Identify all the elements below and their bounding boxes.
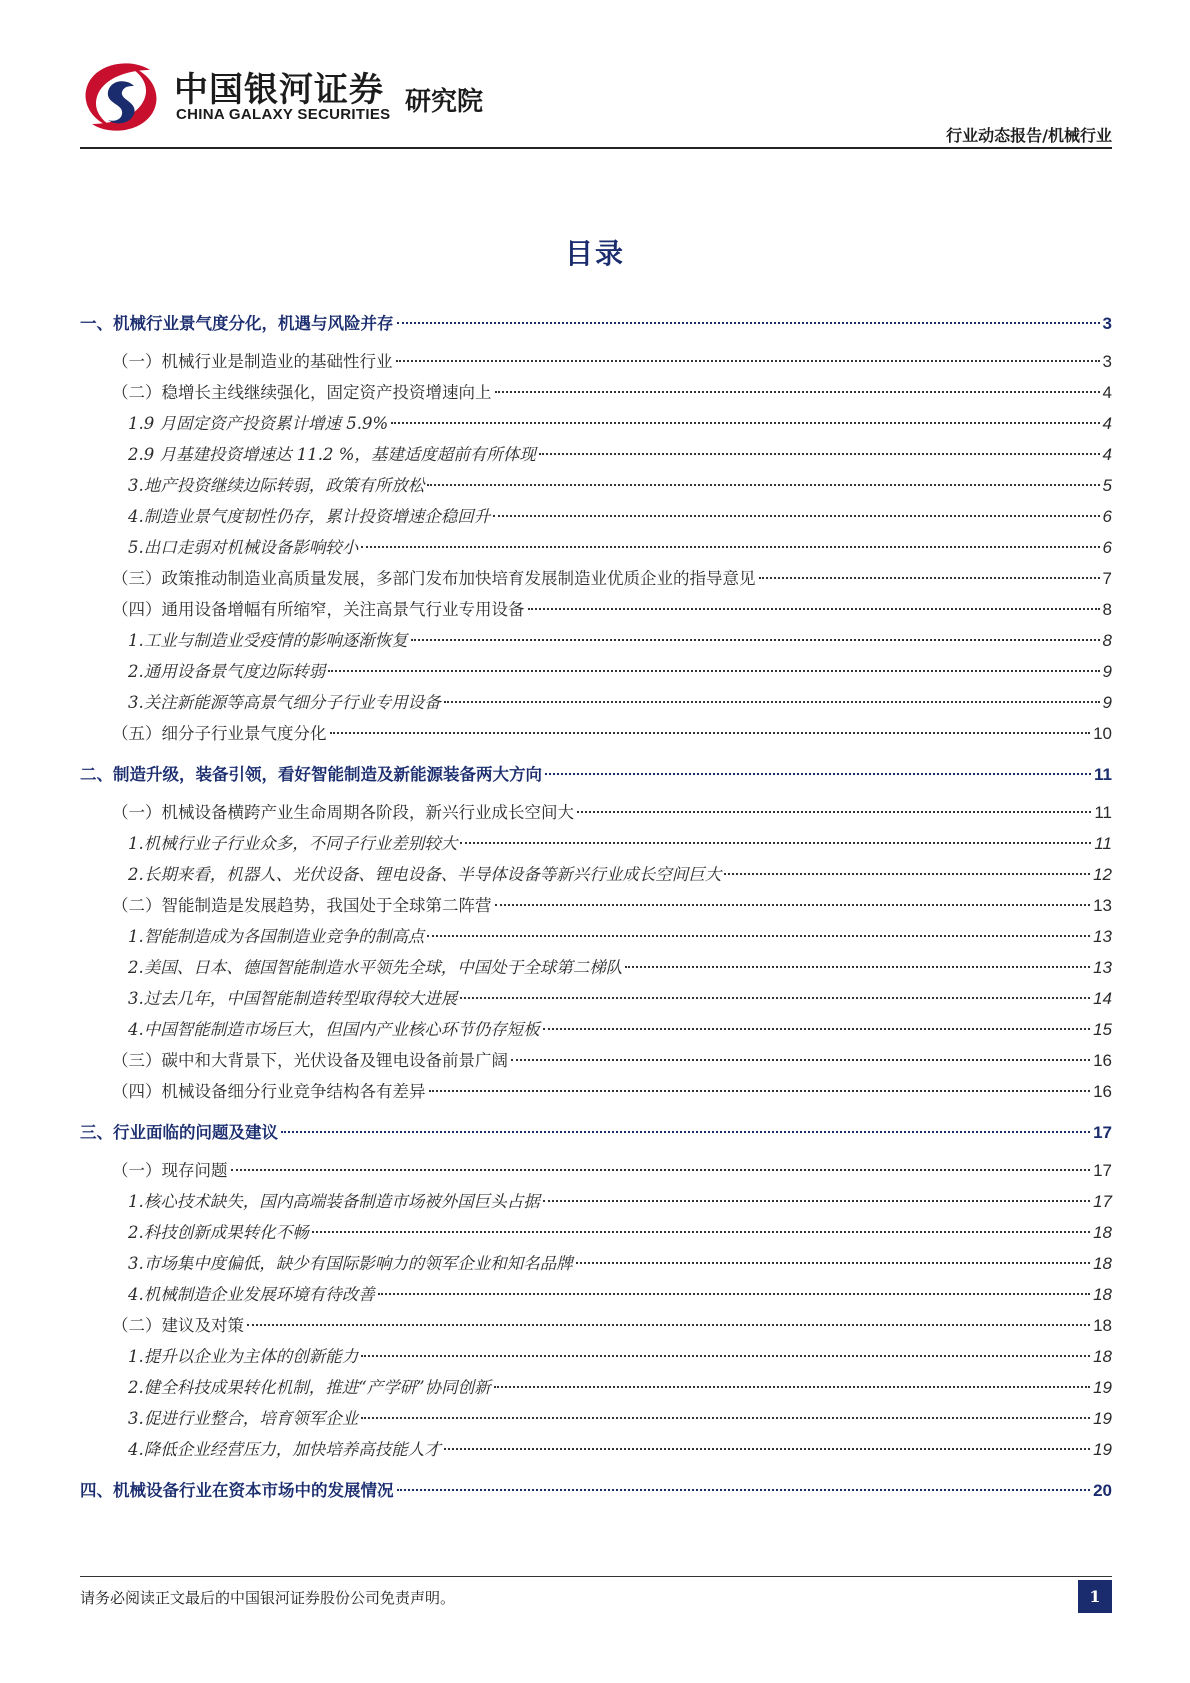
toc-entry-label: 1.智能制造成为各国制造业竞争的制高点 bbox=[128, 927, 425, 946]
galaxy-logo-icon bbox=[80, 60, 162, 134]
toc-leader-dots bbox=[494, 1386, 1090, 1388]
toc-entry[interactable] bbox=[80, 1188, 1112, 1219]
toc-entry-label: 3.关注新能源等高景气细分子行业专用设备 bbox=[128, 693, 441, 712]
page-header bbox=[80, 50, 1112, 150]
toc-leader-dots bbox=[328, 670, 1099, 672]
toc-entry-label: 2.通用设备景气度边际转弱 bbox=[128, 662, 326, 681]
toc-entry[interactable] bbox=[80, 472, 1112, 503]
footer-disclaimer: 请务必阅读正文最后的中国银河证券股份公司免责声明。 bbox=[80, 1589, 456, 1607]
toc-entry-label: 3.市场集中度偏低，缺少有国际影响力的领军企业和知名品牌 bbox=[128, 1254, 573, 1273]
toc-entry-page: 16 bbox=[1093, 1082, 1112, 1101]
toc-entry[interactable] bbox=[80, 1343, 1112, 1374]
toc-entry-page: 4 bbox=[1102, 414, 1112, 433]
toc-leader-dots bbox=[724, 873, 1090, 875]
toc-entry[interactable] bbox=[80, 1312, 1112, 1343]
toc-entry-label: （三）政策推动制造业高质量发展，多部门发布加快培育发展制造业优质企业的指导意见 bbox=[112, 569, 756, 588]
toc-leader-dots bbox=[545, 773, 1091, 775]
toc-entry[interactable] bbox=[80, 503, 1112, 534]
logo-chinese-name: 中国银河证券 bbox=[174, 70, 384, 110]
toc-leader-dots bbox=[543, 1028, 1090, 1030]
toc-leader-dots bbox=[444, 701, 1100, 703]
toc-entry-page: 11 bbox=[1094, 765, 1112, 784]
toc-entry[interactable] bbox=[80, 1477, 1112, 1505]
toc-entry-label: 2.健全科技成果转化机制，推进“产学研”协同创新 bbox=[128, 1378, 491, 1397]
toc-entry-label: 3.过去几年，中国智能制造转型取得较大进展 bbox=[128, 989, 458, 1008]
toc-entry-page: 16 bbox=[1093, 1051, 1112, 1070]
toc-entry-page: 17 bbox=[1093, 1192, 1112, 1211]
toc-entry-label: 2.美国、日本、德国智能制造水平领先全球，中国处于全球第二梯队 bbox=[128, 958, 623, 977]
toc-entry-page: 6 bbox=[1102, 538, 1112, 557]
toc-entry-page: 13 bbox=[1093, 927, 1112, 946]
toc-entry[interactable] bbox=[80, 1119, 1112, 1147]
toc-entry[interactable] bbox=[80, 658, 1112, 689]
toc-entry[interactable] bbox=[80, 830, 1112, 861]
toc-entry-page: 19 bbox=[1093, 1440, 1112, 1459]
toc-entry[interactable] bbox=[80, 596, 1112, 627]
toc-entry-label: 2.科技创新成果转化不畅 bbox=[128, 1223, 309, 1242]
toc-entry[interactable] bbox=[80, 892, 1112, 923]
toc-leader-dots bbox=[528, 608, 1100, 610]
toc-leader-dots bbox=[247, 1324, 1090, 1326]
toc-leader-dots bbox=[577, 811, 1091, 813]
toc-entry-page: 9 bbox=[1102, 662, 1112, 681]
toc-entry-page: 17 bbox=[1093, 1161, 1112, 1180]
toc-entry-page: 19 bbox=[1093, 1378, 1112, 1397]
toc-leader-dots bbox=[511, 1059, 1090, 1061]
toc-entry-label: （四）通用设备增幅有所缩窄，关注高景气行业专用设备 bbox=[112, 600, 525, 619]
toc-entry[interactable] bbox=[80, 534, 1112, 565]
toc-entry[interactable] bbox=[80, 1436, 1112, 1467]
toc-entry-page: 15 bbox=[1093, 1020, 1112, 1039]
toc-entry[interactable] bbox=[80, 689, 1112, 720]
toc-entry-page: 18 bbox=[1093, 1254, 1112, 1273]
toc-entry-label: （二）智能制造是发展趋势，我国处于全球第二阵营 bbox=[112, 896, 492, 915]
toc-entry[interactable] bbox=[80, 348, 1112, 379]
toc-entry-page: 4 bbox=[1102, 445, 1112, 464]
toc-entry-label: 1.机械行业子行业众多，不同子行业差别较大 bbox=[128, 834, 458, 853]
toc-entry-label: 4.降低企业经营压力，加快培养高技能人才 bbox=[128, 1440, 441, 1459]
toc-entry[interactable] bbox=[80, 923, 1112, 954]
toc-leader-dots bbox=[427, 935, 1090, 937]
toc-entry-label: 1.9 月固定资产投资累计增速 5.9% bbox=[128, 414, 389, 433]
toc-entry-label: 4.机械制造企业发展环境有待改善 bbox=[128, 1285, 375, 1304]
toc-entry-page: 8 bbox=[1102, 631, 1112, 650]
institute-label: 研究院 bbox=[405, 87, 484, 117]
toc-leader-dots bbox=[378, 1293, 1090, 1295]
toc-entry-label: （三）碳中和大背景下，光伏设备及锂电设备前景广阔 bbox=[112, 1051, 508, 1070]
toc-entry-page: 9 bbox=[1102, 693, 1112, 712]
toc-entry-label: 1.核心技术缺失，国内高端装备制造市场被外国巨头占据 bbox=[128, 1192, 540, 1211]
toc-entry-page: 11 bbox=[1094, 834, 1112, 853]
toc-entry-label: 2.9 月基建投资增速达 11.2 %，基建适度超前有所体现 bbox=[128, 445, 536, 464]
toc-entry[interactable] bbox=[80, 565, 1112, 596]
toc-leader-dots bbox=[460, 842, 1091, 844]
toc-entry-page: 3 bbox=[1102, 314, 1112, 333]
toc-leader-dots bbox=[625, 966, 1090, 968]
toc-entry-label: 二、制造升级，装备引领，看好智能制造及新能源装备两大方向 bbox=[80, 765, 542, 784]
toc-entry-label: 5.出口走弱对机械设备影响较小 bbox=[128, 538, 359, 557]
logo-english-name: CHINA GALAXY SECURITIES bbox=[176, 106, 391, 123]
toc-entry[interactable] bbox=[80, 861, 1112, 892]
toc-leader-dots bbox=[397, 1489, 1091, 1491]
toc-leader-dots bbox=[281, 1131, 1090, 1133]
toc-entry-label: （一）机械行业是制造业的基础性行业 bbox=[112, 352, 393, 371]
toc-entry-page: 14 bbox=[1093, 989, 1112, 1008]
toc-entry-label: 2.长期来看，机器人、光伏设备、锂电设备、半导体设备等新兴行业成长空间巨大 bbox=[128, 865, 722, 884]
toc-entry[interactable] bbox=[80, 379, 1112, 410]
toc-entry-page: 8 bbox=[1102, 600, 1112, 619]
toc-entry-page: 11 bbox=[1094, 803, 1112, 822]
table-of-contents bbox=[80, 300, 1112, 1515]
toc-leader-dots bbox=[444, 1448, 1090, 1450]
toc-entry-label: （二）建议及对策 bbox=[112, 1316, 244, 1335]
toc-entry[interactable] bbox=[80, 954, 1112, 985]
toc-entry-label: 4.中国智能制造市场巨大，但国内产业核心环节仍存短板 bbox=[128, 1020, 540, 1039]
toc-entry[interactable] bbox=[80, 1281, 1112, 1312]
toc-leader-dots bbox=[397, 322, 1100, 324]
toc-entry-page: 6 bbox=[1102, 507, 1112, 526]
toc-entry-label: 1.工业与制造业受疫情的影响逐渐恢复 bbox=[128, 631, 408, 650]
toc-entry-page: 12 bbox=[1093, 865, 1112, 884]
toc-entry[interactable] bbox=[80, 1016, 1112, 1047]
toc-leader-dots bbox=[312, 1231, 1090, 1233]
toc-leader-dots bbox=[576, 1262, 1090, 1264]
toc-leader-dots bbox=[391, 422, 1099, 424]
toc-leader-dots bbox=[495, 391, 1100, 393]
toc-entry-label: （四）机械设备细分行业竞争结构各有差异 bbox=[112, 1082, 426, 1101]
toc-entry[interactable] bbox=[80, 799, 1112, 830]
page-number: 1 bbox=[1078, 1580, 1112, 1613]
toc-leader-dots bbox=[493, 515, 1099, 517]
toc-leader-dots bbox=[361, 1355, 1090, 1357]
toc-entry[interactable] bbox=[80, 720, 1112, 751]
toc-entry-label: （二）稳增长主线继续强化，固定资产投资增速向上 bbox=[112, 383, 492, 402]
toc-entry[interactable] bbox=[80, 761, 1112, 789]
toc-entry[interactable] bbox=[80, 1374, 1112, 1405]
toc-entry-label: 四、机械设备行业在资本市场中的发展情况 bbox=[80, 1481, 394, 1500]
toc-entry-page: 13 bbox=[1093, 958, 1112, 977]
toc-leader-dots bbox=[330, 732, 1091, 734]
toc-entry-label: （一）现存问题 bbox=[112, 1161, 228, 1180]
toc-entry[interactable] bbox=[80, 1405, 1112, 1436]
toc-entry-page: 5 bbox=[1102, 476, 1112, 495]
toc-entry-page: 18 bbox=[1093, 1223, 1112, 1242]
toc-leader-dots bbox=[759, 577, 1100, 579]
toc-leader-dots bbox=[427, 484, 1099, 486]
toc-entry-label: 4.制造业景气度韧性仍存，累计投资增速企稳回升 bbox=[128, 507, 491, 526]
footer-divider bbox=[80, 1576, 1112, 1577]
toc-entry-label: （五）细分子行业景气度分化 bbox=[112, 724, 327, 743]
toc-entry[interactable] bbox=[80, 1250, 1112, 1281]
toc-leader-dots bbox=[543, 1200, 1090, 1202]
toc-entry-label: 一、机械行业景气度分化，机遇与风险并存 bbox=[80, 314, 394, 333]
toc-entry-page: 18 bbox=[1093, 1316, 1112, 1335]
toc-entry-page: 4 bbox=[1102, 383, 1112, 402]
toc-entry-label: 1.提升以企业为主体的创新能力 bbox=[128, 1347, 359, 1366]
toc-entry[interactable] bbox=[80, 1157, 1112, 1188]
toc-leader-dots bbox=[361, 1417, 1090, 1419]
toc-entry-page: 3 bbox=[1102, 352, 1112, 371]
toc-leader-dots bbox=[361, 546, 1099, 548]
toc-entry-label: 3.促进行业整合，培育领军企业 bbox=[128, 1409, 359, 1428]
toc-entry[interactable] bbox=[80, 1078, 1112, 1109]
toc-entry-page: 18 bbox=[1093, 1347, 1112, 1366]
toc-leader-dots bbox=[460, 997, 1090, 999]
toc-entry-label: 三、行业面临的问题及建议 bbox=[80, 1123, 278, 1142]
toc-entry[interactable] bbox=[80, 985, 1112, 1016]
header-divider bbox=[80, 147, 1112, 149]
toc-entry[interactable] bbox=[80, 1047, 1112, 1078]
toc-entry-page: 7 bbox=[1102, 569, 1112, 588]
report-type: 行业动态报告/机械行业 bbox=[946, 126, 1112, 145]
toc-entry-page: 20 bbox=[1093, 1481, 1112, 1500]
toc-entry-page: 10 bbox=[1093, 724, 1112, 743]
toc-entry[interactable] bbox=[80, 310, 1112, 338]
toc-entry[interactable] bbox=[80, 1219, 1112, 1250]
toc-entry-page: 17 bbox=[1093, 1123, 1112, 1142]
toc-leader-dots bbox=[495, 904, 1091, 906]
toc-entry-label: （一）机械设备横跨产业生命周期各阶段，新兴行业成长空间大 bbox=[112, 803, 574, 822]
toc-leader-dots bbox=[539, 453, 1100, 455]
toc-entry-label: 3.地产投资继续边际转弱，政策有所放松 bbox=[128, 476, 425, 495]
toc-entry[interactable] bbox=[80, 627, 1112, 658]
toc-entry[interactable] bbox=[80, 410, 1112, 441]
toc-entry-page: 18 bbox=[1093, 1285, 1112, 1304]
toc-title: 目录 bbox=[564, 237, 625, 270]
toc-leader-dots bbox=[396, 360, 1100, 362]
toc-leader-dots bbox=[411, 639, 1100, 641]
toc-leader-dots bbox=[429, 1090, 1091, 1092]
toc-entry-page: 19 bbox=[1093, 1409, 1112, 1428]
toc-leader-dots bbox=[231, 1169, 1091, 1171]
toc-entry-page: 13 bbox=[1093, 896, 1112, 915]
toc-entry[interactable] bbox=[80, 441, 1112, 472]
